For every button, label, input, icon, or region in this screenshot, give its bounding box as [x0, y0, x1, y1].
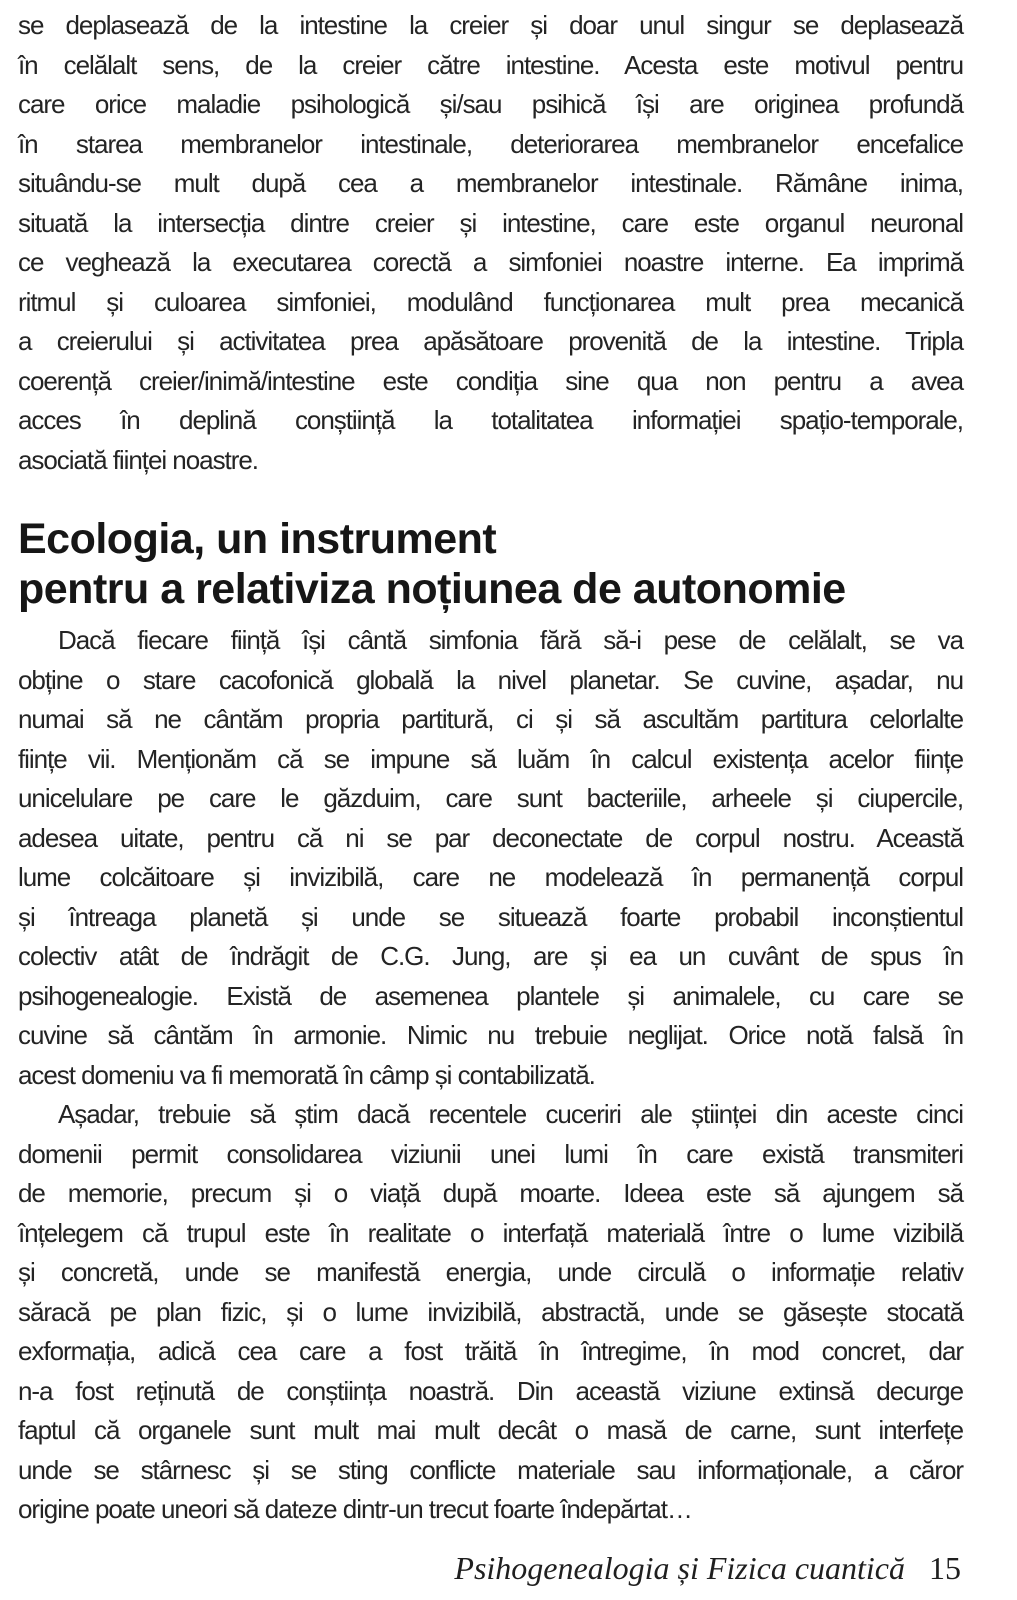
- body-text-line: situându-se mult după cea a membranelor intestinale. Rămâne inima,: [18, 168, 963, 198]
- body-text-line: în celălalt sens, de la creier către intestine. Acesta este motivul pentru: [18, 49, 963, 80]
- body-text-line: de memorie, precum și o viață după moarte. Ideea este să ajungem să: [18, 1178, 963, 1208]
- section-heading: [18, 514, 963, 614]
- heading-line: Ecologia, un instrument: [18, 515, 497, 563]
- paragraph: [18, 621, 963, 1095]
- body-text-line: domenii permit consolidarea viziunii unei lumi în care există transmiteri: [18, 1138, 963, 1169]
- body-text-line: unicelulare pe care le găzduim, care sunt bacteriile, arheele și ciupercile,: [18, 783, 963, 813]
- body-text-line: obține o stare cacofonică globală la nivel planetar. Se cuvine, așadar, nu: [18, 664, 963, 695]
- heading-line: pentru a relativiza noțiunea de autonomie: [18, 565, 846, 613]
- paragraph-continuation: [18, 6, 963, 480]
- body-text-line: colectiv atât de îndrăgit de C.G. Jung, are și ea un cuvânt de spus în: [18, 941, 963, 971]
- body-text-line: faptul că organele sunt mult mai mult decât o masă de carne, sunt interfețe: [18, 1415, 963, 1445]
- body-text-line: exformația, adică cea care a fost trăită în întregime, în mod concret, dar: [18, 1336, 963, 1366]
- body-text-line: a creierului și activitatea prea apăsătoare provenită de la intestine. Tripla: [18, 326, 963, 356]
- body-text-line: ce veghează la executarea corectă a simfoniei noastre interne. Ea imprimă: [18, 247, 963, 277]
- body-text-line: acest domeniu va fi memorată în câmp și contabilizată.: [18, 1059, 595, 1090]
- body-text-line: numai să ne cântăm propria partitură, ci și să ascultăm partitura celorlalte: [18, 704, 963, 734]
- body-text-line: care orice maladie psihologică și/sau psihică își are originea profundă: [18, 89, 963, 119]
- body-text-line: se deplasează de la intestine la creier și doar unul singur se deplasează: [18, 10, 963, 40]
- paragraph: [18, 1095, 963, 1530]
- body-text-line: origine poate uneori să dateze dintr-un trecut foarte îndepărtat…: [18, 1494, 692, 1524]
- body-text-line: Dacă fiecare ființă își cântă simfonia fără să-i pese de celălalt, se va: [58, 625, 963, 655]
- page-text-column: [18, 6, 963, 1530]
- body-text-line: cuvine să cântăm în armonie. Nimic nu trebuie neglijat. Orice notă falsă în: [18, 1020, 963, 1050]
- body-text-line: psihogenealogie. Există de asemenea plantele și animalele, cu care se: [18, 980, 963, 1011]
- body-text-line: Așadar, trebuie să știm dacă recentele cuceriri ale științei din aceste cinci: [58, 1099, 963, 1129]
- page-number: 15: [929, 1550, 961, 1586]
- body-text-line: asociată ființei noastre.: [18, 444, 258, 475]
- body-text-line: acces în deplină conștiință la totalitatea informației spațio-temporale,: [18, 405, 963, 435]
- running-footer-book-title: Psihogenealogia și Fizica cuantică: [454, 1550, 905, 1586]
- body-text-line: adesea uitate, pentru că ni se par deconectate de corpul nostru. Această: [18, 822, 963, 853]
- body-text-line: n-a fost reținută de conștiința noastră. Din această viziune extinsă decurge: [18, 1375, 963, 1406]
- body-text-line: săracă pe plan fizic, și o lume invizibilă, abstractă, unde se găsește stocată: [18, 1296, 963, 1327]
- body-text-line: situată la intersecția dintre creier și intestine, care este organul neuronal: [18, 207, 963, 238]
- body-text-line: ființe vii. Menționăm că se impune să luăm în calcul existența acelor ființe: [18, 743, 963, 774]
- body-text-line: coerență creier/inimă/intestine este condiția sine qua non pentru a avea: [18, 365, 963, 396]
- running-footer: [454, 1550, 961, 1587]
- body-text-line: în starea membranelor intestinale, deteriorarea membranelor encefalice: [18, 128, 963, 159]
- body-text-line: unde se stârnesc și se sting conflicte materiale sau informaționale, a căror: [18, 1454, 963, 1485]
- body-text-line: și concretă, unde se manifestă energia, unde circulă o informație relativ: [18, 1257, 963, 1287]
- body-text-line: ritmul și culoarea simfoniei, modulând funcționarea mult prea mecanică: [18, 286, 963, 317]
- body-text-line: lume colcăitoare și invizibilă, care ne modelează în permanență corpul: [18, 862, 963, 892]
- body-text-line: înțelegem că trupul este în realitate o interfață materială între o lume vizibilă: [18, 1217, 963, 1248]
- body-text-line: și întreaga planetă și unde se situează foarte probabil inconștientul: [18, 901, 963, 932]
